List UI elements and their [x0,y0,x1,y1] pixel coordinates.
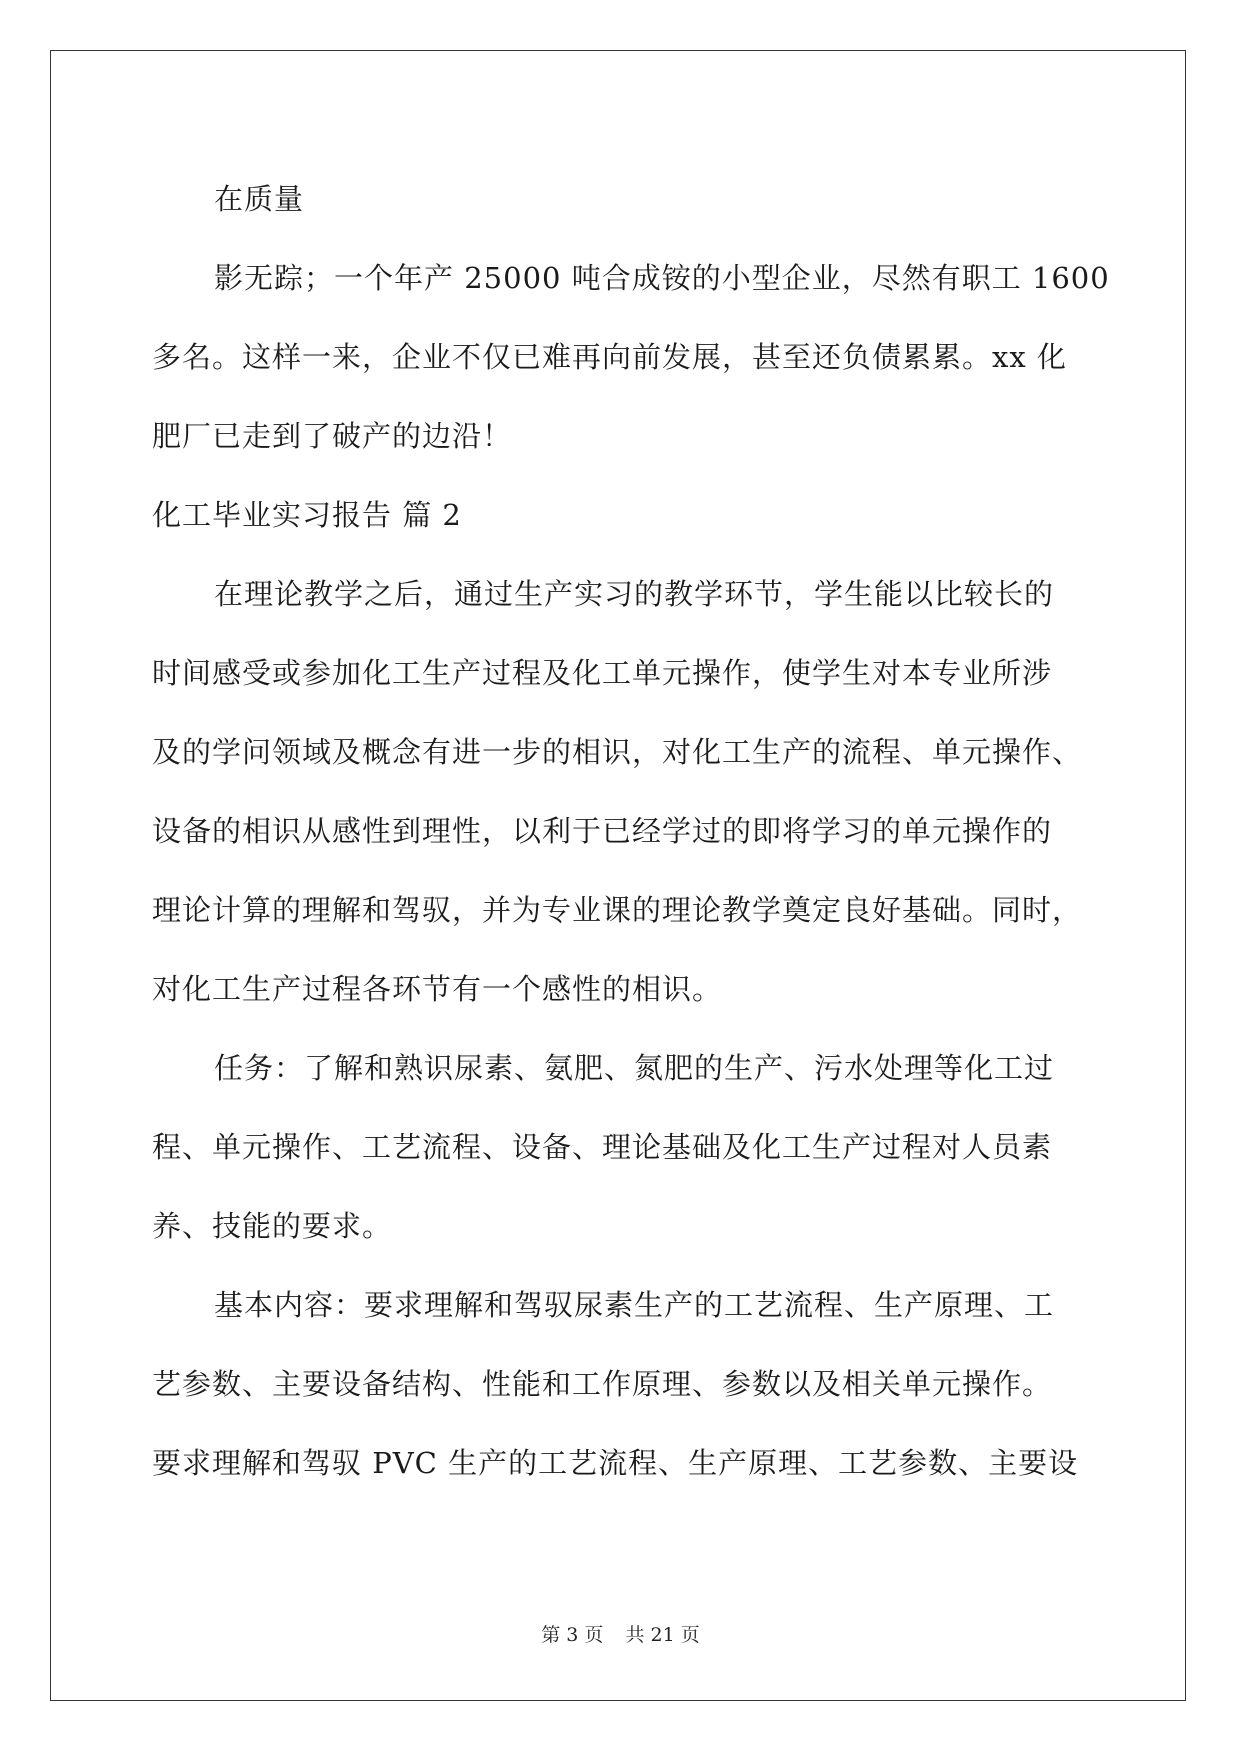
section-heading: 化工毕业实习报告 篇 2 [152,498,462,532]
document-body [152,160,1110,1503]
paragraph-line: 及的学问领域及概念有进一步的相识，对化工生产的流程、单元操作、 [152,735,1083,769]
page-total: 共 21 页 [625,1624,700,1646]
page-number: 第 3 页 [541,1624,604,1646]
paragraph-line: 基本内容：要求理解和驾驭尿素生产的工艺流程、生产原理、工 [214,1288,1055,1322]
paragraph-line: 程、单元操作、工艺流程、设备、理论基础及化工生产过程对人员素 [152,1130,1053,1164]
paragraph-line: 设备的相识从感性到理性，以利于已经学过的即将学习的单元操作的 [152,814,1053,848]
paragraph-line: 要求理解和驾驭 PVC 生产的工艺流程、生产原理、工艺参数、主要设 [152,1446,1079,1480]
page-footer [0,1620,1241,1647]
paragraph-line: 肥厂已走到了破产的边沿！ [152,419,513,453]
paragraph-line: 艺参数、主要设备结构、性能和工作原理、参数以及相关单元操作。 [152,1367,1053,1401]
paragraph-line: 理论计算的理解和驾驭，并为专业课的理论教学奠定良好基础。同时， [152,893,1083,927]
paragraph-line: 影无踪；一个年产 25000 吨合成铵的小型企业，尽然有职工 1600 [214,261,1110,295]
paragraph-line: 任务：了解和熟识尿素、氨肥、氮肥的生产、污水处理等化工过 [214,1051,1055,1085]
paragraph-line: 时间感受或参加化工生产过程及化工单元操作，使学生对本专业所涉 [152,656,1053,690]
paragraph-line: 在理论教学之后，通过生产实习的教学环节，学生能以比较长的 [214,577,1055,611]
paragraph-line: 多名。这样一来，企业不仅已难再向前发展，甚至还负债累累。xx 化 [152,340,1067,374]
paragraph-line: 在质量 [214,182,305,216]
paragraph-line: 养、技能的要求。 [152,1209,393,1243]
paragraph-line: 对化工生产过程各环节有一个感性的相识。 [152,972,723,1006]
